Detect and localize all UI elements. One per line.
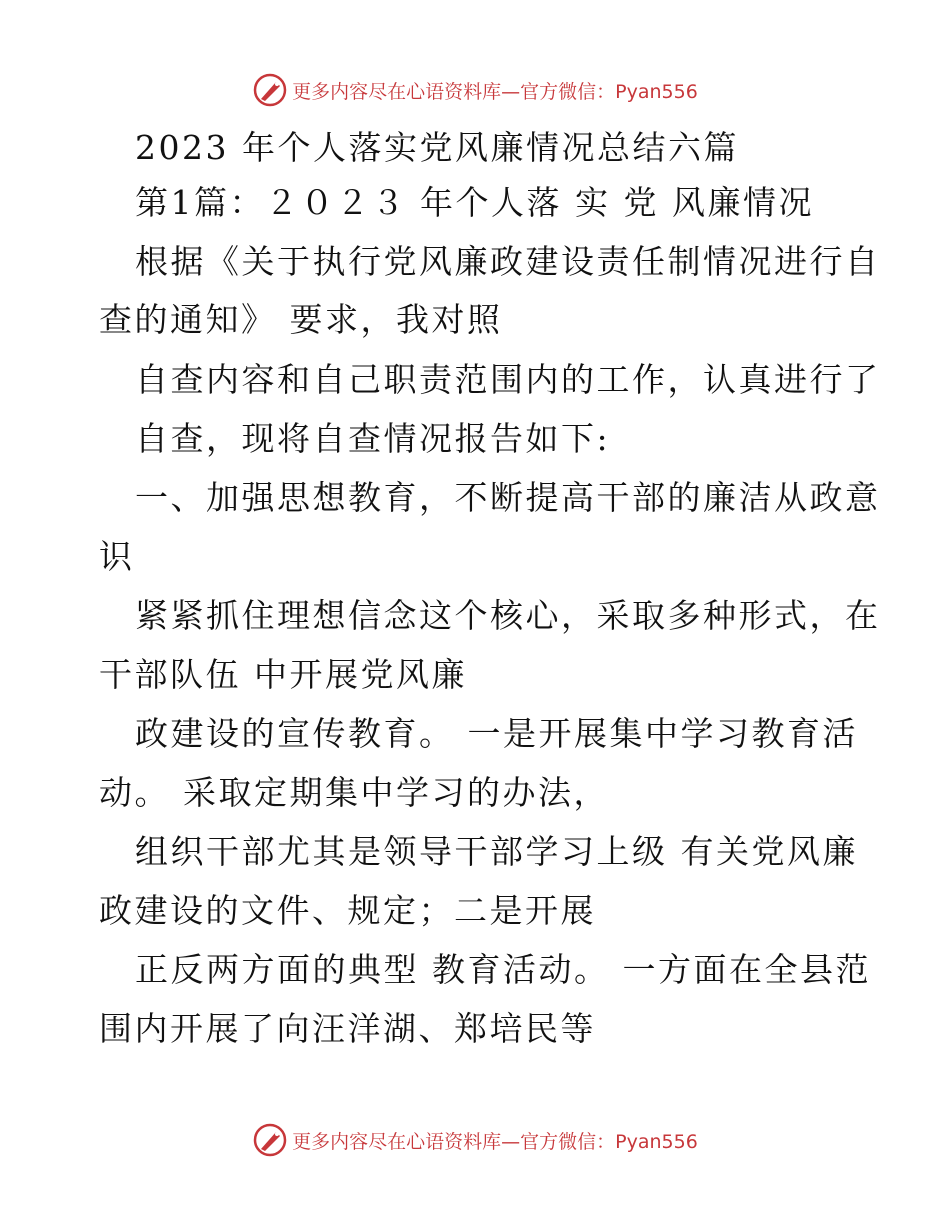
paragraph-line: 查的通知》 要求，我对照 — [99, 300, 503, 339]
paragraph-line: 紧紧抓住理想信念这个核心，采取多种形式，在 — [135, 596, 881, 635]
paragraph-line: 政建设的宣传教育。 一是开展集中学习教育活 — [135, 714, 858, 753]
watermark-text: 更多内容尽在心语资料库—官方微信：Pyan556 — [292, 1130, 698, 1153]
paragraph-line: 自查，现将自查情况报告如下: — [135, 419, 611, 458]
watermark-banner-top — [0, 70, 950, 110]
pen-logo-icon — [252, 72, 288, 108]
paragraph-line: 围内开展了向汪洋湖、郑培民等 — [99, 1009, 596, 1048]
paragraph-line: 动。 采取定期集中学习的办法， — [99, 773, 609, 812]
paragraph-line: 组织干部尤其是领导干部学习上级 有关党风廉 — [135, 832, 858, 871]
paragraph-line: 干部队伍 中开展党风廉 — [99, 655, 467, 694]
section-heading: 第1篇：２０２３ 年个人落 实 党 风廉情况 — [135, 183, 814, 222]
paragraph-line: 自查内容和自己职责范围内的工作，认真进行了 — [135, 360, 881, 399]
subheading-line: 一、加强思想教育，不断提高干部的廉洁从政意 — [135, 478, 881, 517]
paragraph-line: 正反两方面的典型 教育活动。 一方面在全县范 — [135, 950, 871, 989]
subheading-line: 识 — [99, 537, 135, 576]
watermark-text: 更多内容尽在心语资料库—官方微信：Pyan556 — [292, 80, 698, 103]
paragraph-line: 根据《关于执行党风廉政建设责任制情况进行自 — [135, 242, 881, 281]
watermark-banner-bottom — [0, 1120, 950, 1160]
paragraph-line: 政建设的文件、规定；二是开展 — [99, 891, 596, 930]
pen-logo-icon — [252, 1122, 288, 1158]
document-title: 2023 年个人落实党风廉情况总结六篇 — [135, 128, 739, 167]
